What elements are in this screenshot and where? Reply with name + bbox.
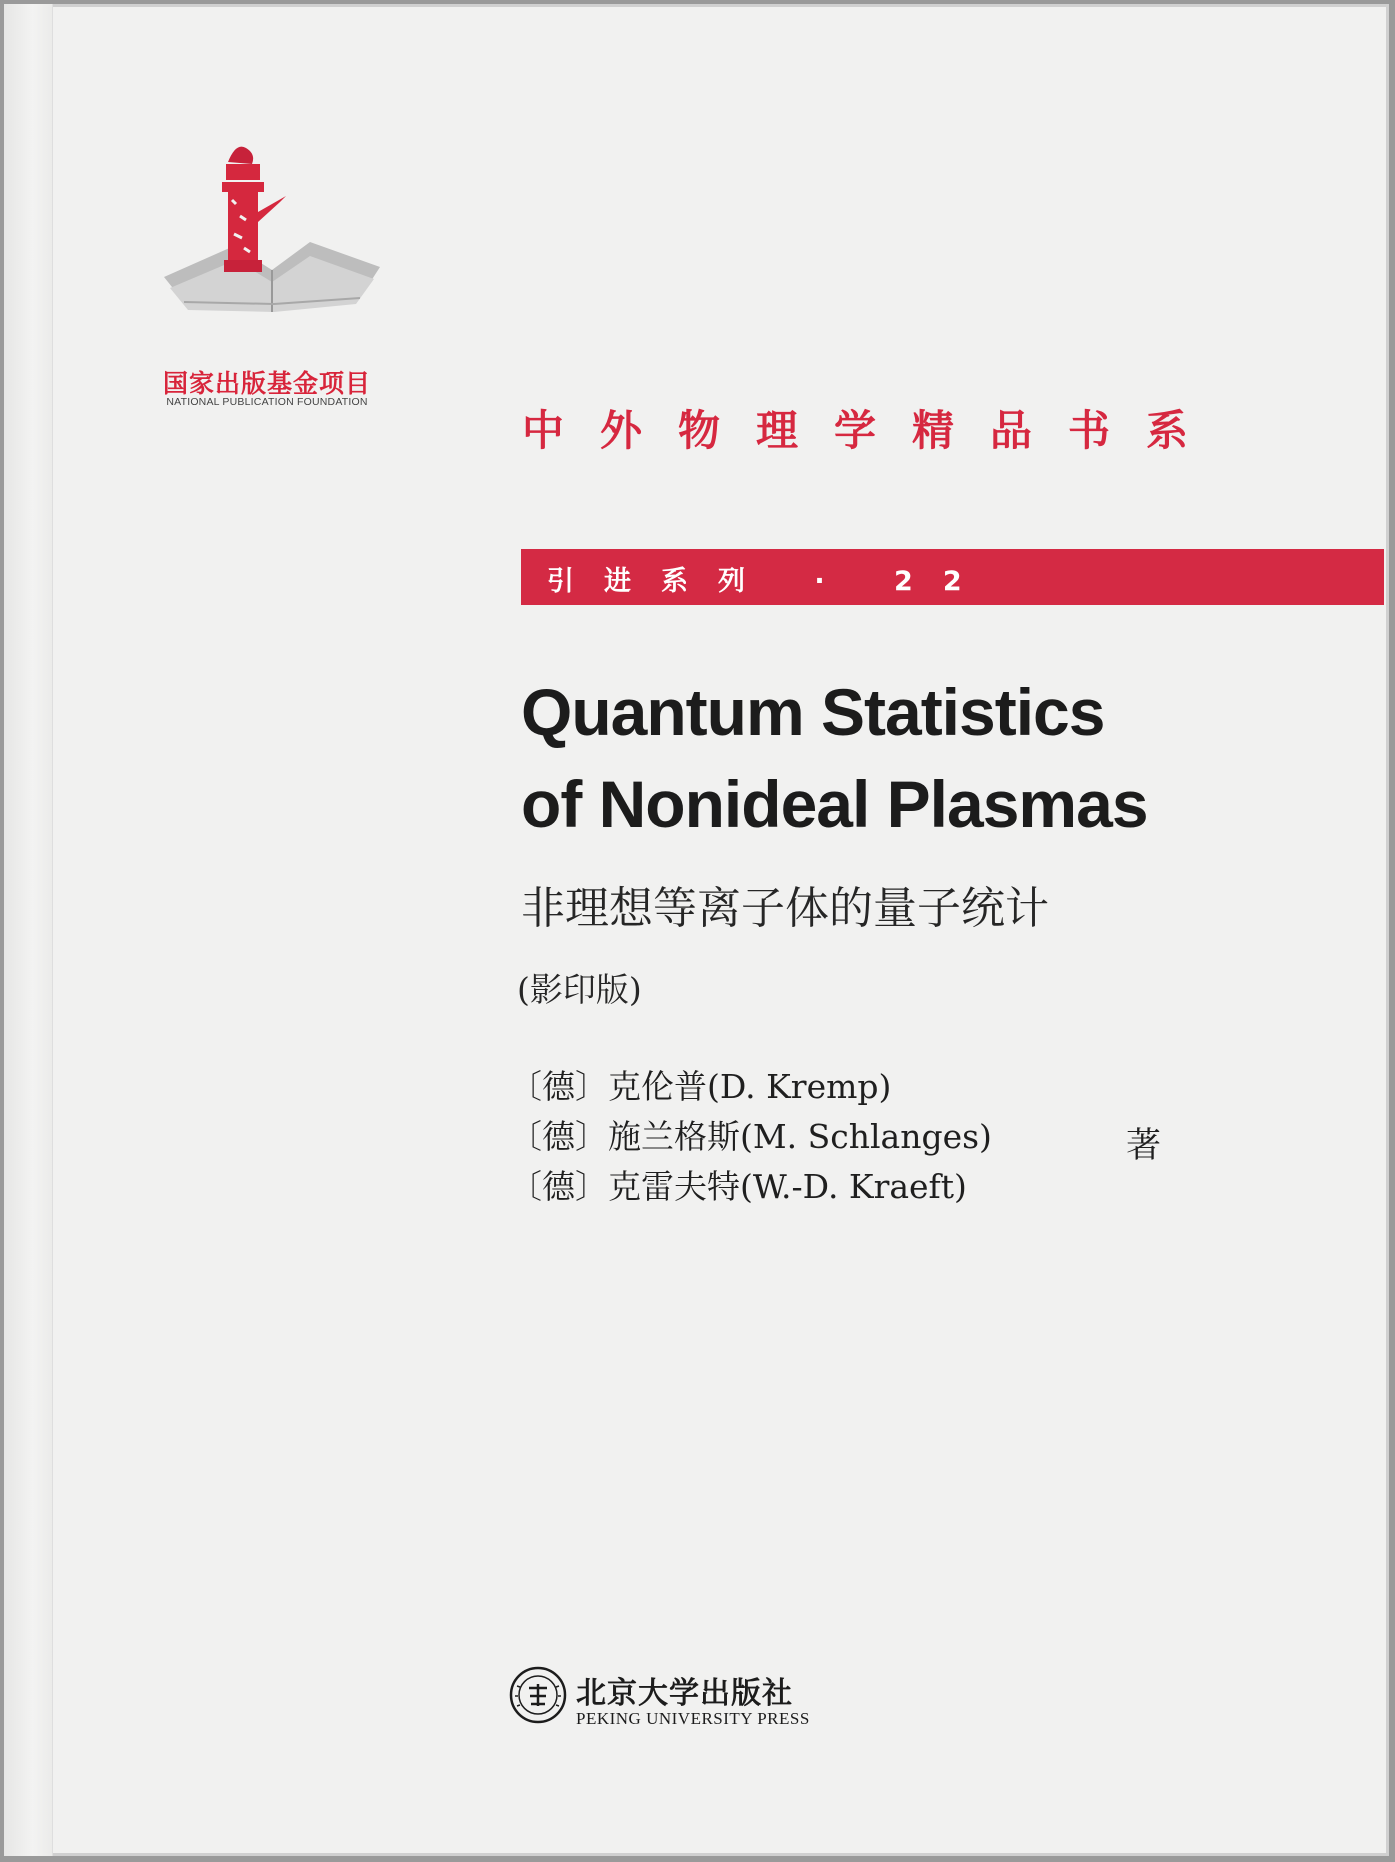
publisher-name-en: PEKING UNIVERSITY PRESS [576,1709,810,1728]
emblem-caption-en: NATIONAL PUBLICATION FOUNDATION [166,396,368,408]
author-name-en: (D. Kremp) [707,1067,892,1106]
book-title-en-line-1: Quantum Statistics [521,675,1105,749]
author-nationality: 〔德〕 [509,1117,608,1156]
subseries-band [521,549,1384,605]
emblem-caption-cn: 国家出版基金项目 [162,369,371,398]
author-name-cn: 施兰格斯 [608,1117,740,1156]
author-name-en: (W.-D. Kraeft) [740,1167,967,1206]
cover-spine-edge [4,4,53,1856]
author-name-cn: 克伦普 [608,1067,707,1106]
edition-label: (影印版) [517,970,642,1009]
author-name-cn: 克雷夫特 [608,1167,740,1206]
publisher-name-cn: 北京大学出版社 [576,1676,793,1711]
book-title-cn: 非理想等离子体的量子统计 [521,883,1049,934]
author-name-en: (M. Schlanges) [740,1117,992,1156]
author-nationality: 〔德〕 [509,1167,608,1206]
author-list [509,1062,992,1212]
author-role-label: 著 [1126,1126,1162,1166]
author-row [509,1112,992,1162]
author-nationality: 〔德〕 [509,1067,608,1106]
book-title-en [521,666,1361,850]
series-title: 中外物理学精品书系 [522,406,1225,455]
peking-university-seal-icon [509,1666,567,1724]
author-row [509,1162,992,1212]
author-row [509,1062,992,1112]
book-title-en-line-2: of Nonideal Plasmas [521,767,1148,841]
subseries-label: 引进系列 · 22 [547,566,992,597]
book-cover [4,4,1389,1856]
